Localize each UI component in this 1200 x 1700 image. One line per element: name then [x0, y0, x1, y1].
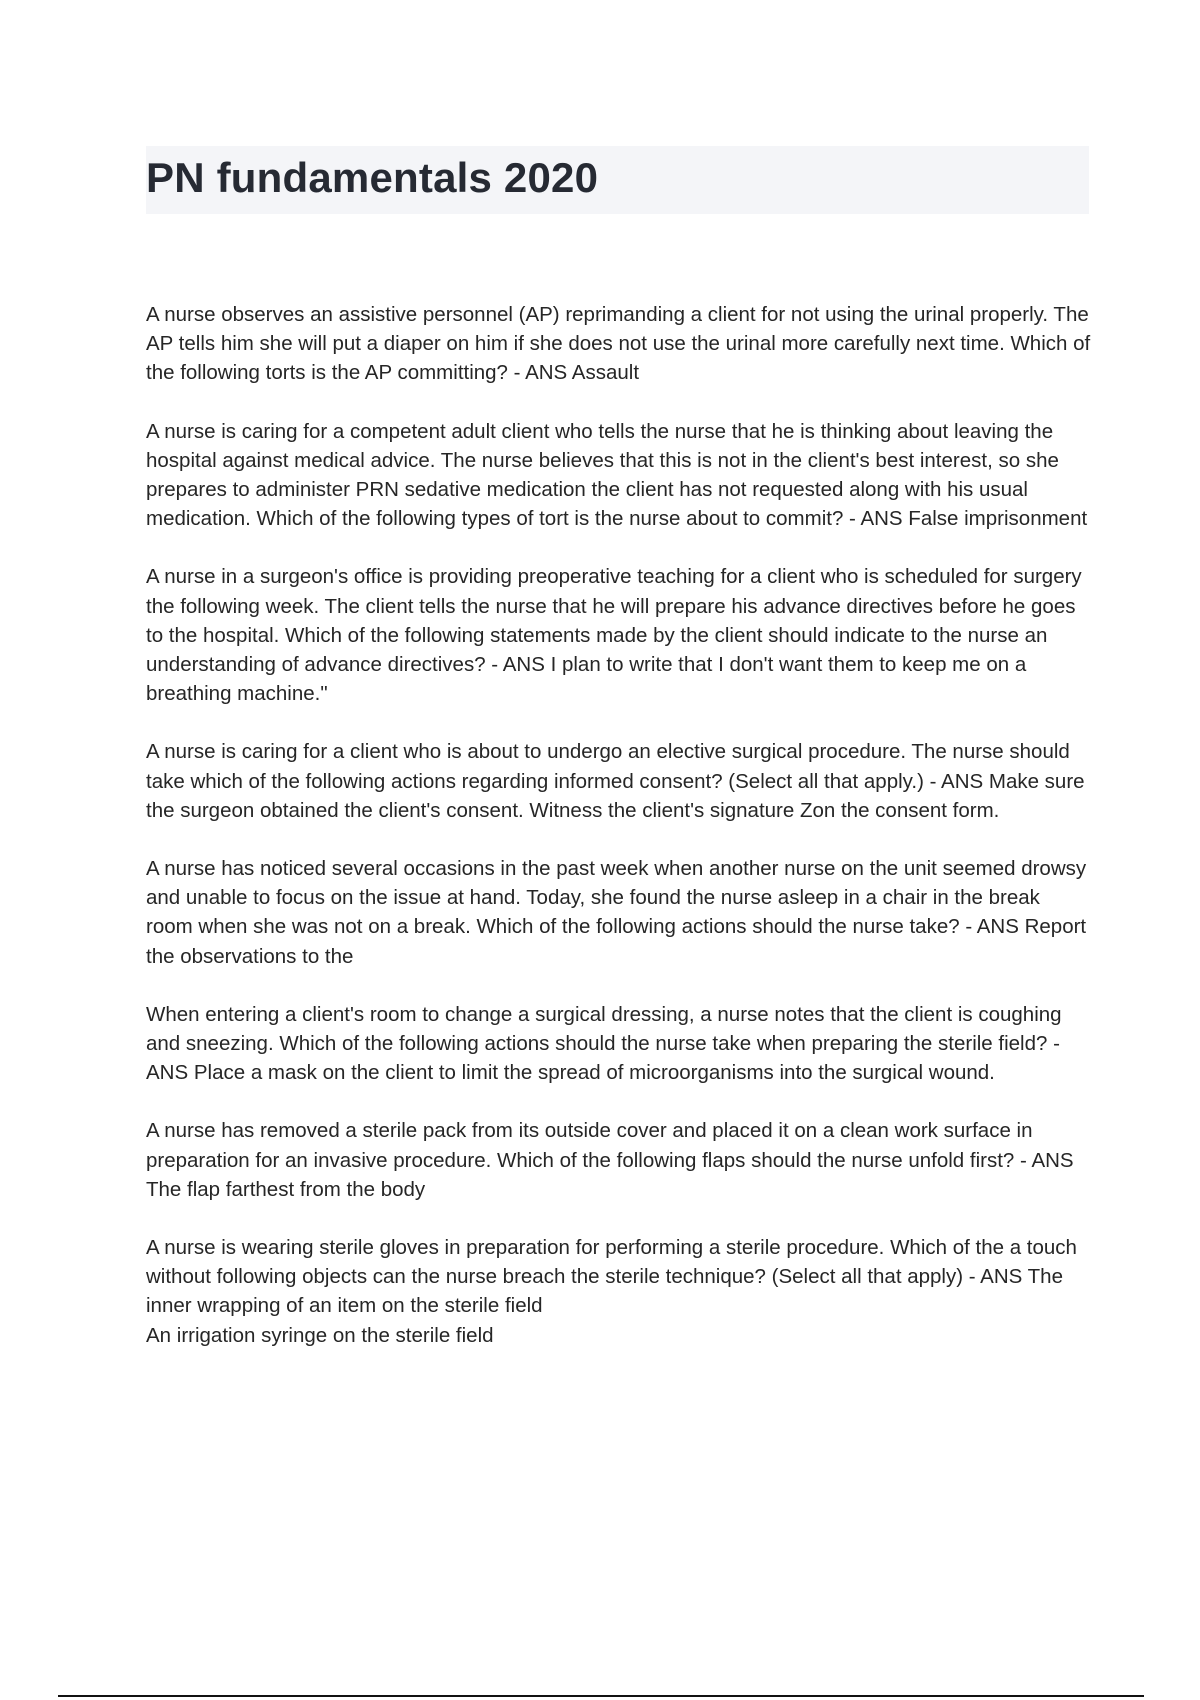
answer-text: ANS Place a mask on the client to limit the spread of microorganisms into the surgical wound.	[146, 1061, 995, 1085]
answer-text: ANS Make sure the surgeon obtained the client's consent. Witness the client's signature Zon the consent form.	[146, 769, 1085, 822]
answer-text: ANS The flap farthest from the body	[146, 1148, 1074, 1201]
title-band	[146, 146, 1089, 214]
answer-text: ANS Report the observations to the	[146, 915, 1087, 968]
qa-item	[146, 1116, 1091, 1204]
question-text: A nurse is caring for a client who is about to undergo an elective surgical procedure. The nurse should take which of the following actions regarding informed consent? (Select all that apply.) -	[146, 740, 1070, 793]
question-text: A nurse has removed a sterile pack from its outside cover and placed it on a clean work surface in preparation for an invasive procedure. Which of the following flaps should the nurse unfold first? -	[146, 1119, 1033, 1172]
qa-item	[146, 854, 1091, 971]
answer-text: ANS False imprisonment	[860, 507, 1088, 531]
qa-list	[146, 300, 1091, 1379]
question-text: A nurse observes an assistive personnel (AP) reprimanding a client for not using the urinal properly. The AP tells him she will put a diaper on him if she does not use the urinal more carefully next time. Which of the following torts is the AP committing? -	[146, 303, 1091, 385]
qa-item	[146, 300, 1091, 388]
bottom-rule	[58, 1695, 1144, 1697]
answer-text: ANS I plan to write that I don't want them to keep me on a breathing machine."	[146, 653, 1027, 706]
question-text: A nurse is wearing sterile gloves in preparation for performing a sterile procedure. Which of the a touch without following objects can the nurse breach the sterile technique? (Select all that apply) -	[146, 1236, 1077, 1289]
question-text: When entering a client's room to change a surgical dressing, a nurse notes that the client is coughing and sneezing. Which of the following actions should the nurse take when preparing the sterile field? -	[146, 1002, 1062, 1056]
answer-text: ANS The inner wrapping of an item on the sterile field An irrigation syringe on the sterile field	[146, 1265, 1063, 1347]
qa-item	[146, 417, 1091, 534]
qa-item	[146, 1000, 1091, 1088]
document-title: PN fundamentals 2020	[146, 154, 599, 201]
question-text: A nurse is caring for a competent adult client who tells the nurse that he is thinking about leaving the hospital against medical advice. The nurse believes that this is not in the client's best interest, so she prepares to administer PRN sedative medication the client has not requested along with his usual medication. Which of the following types of tort is the nurse about to commit? -	[146, 419, 1059, 531]
answer-text: ANS Assault	[525, 361, 640, 385]
qa-item	[146, 562, 1091, 708]
question-text: A nurse in a surgeon's office is providing preoperative teaching for a client who is scheduled for surgery the following week. The client tells the nurse that he will prepare his advance directives before he goes to the hospital. Which of the following statements made by the client should indicate to the nurse an understanding of advance directives? -	[146, 565, 1082, 677]
qa-item	[146, 1233, 1091, 1350]
qa-item	[146, 737, 1091, 825]
question-text: A nurse has noticed several occasions in the past week when another nurse on the unit seemed drowsy and unable to focus on the issue at hand. Today, she found the nurse asleep in a chair in the break room when she was not on a break. Which of the following actions should the nurse take? -	[146, 857, 1087, 939]
